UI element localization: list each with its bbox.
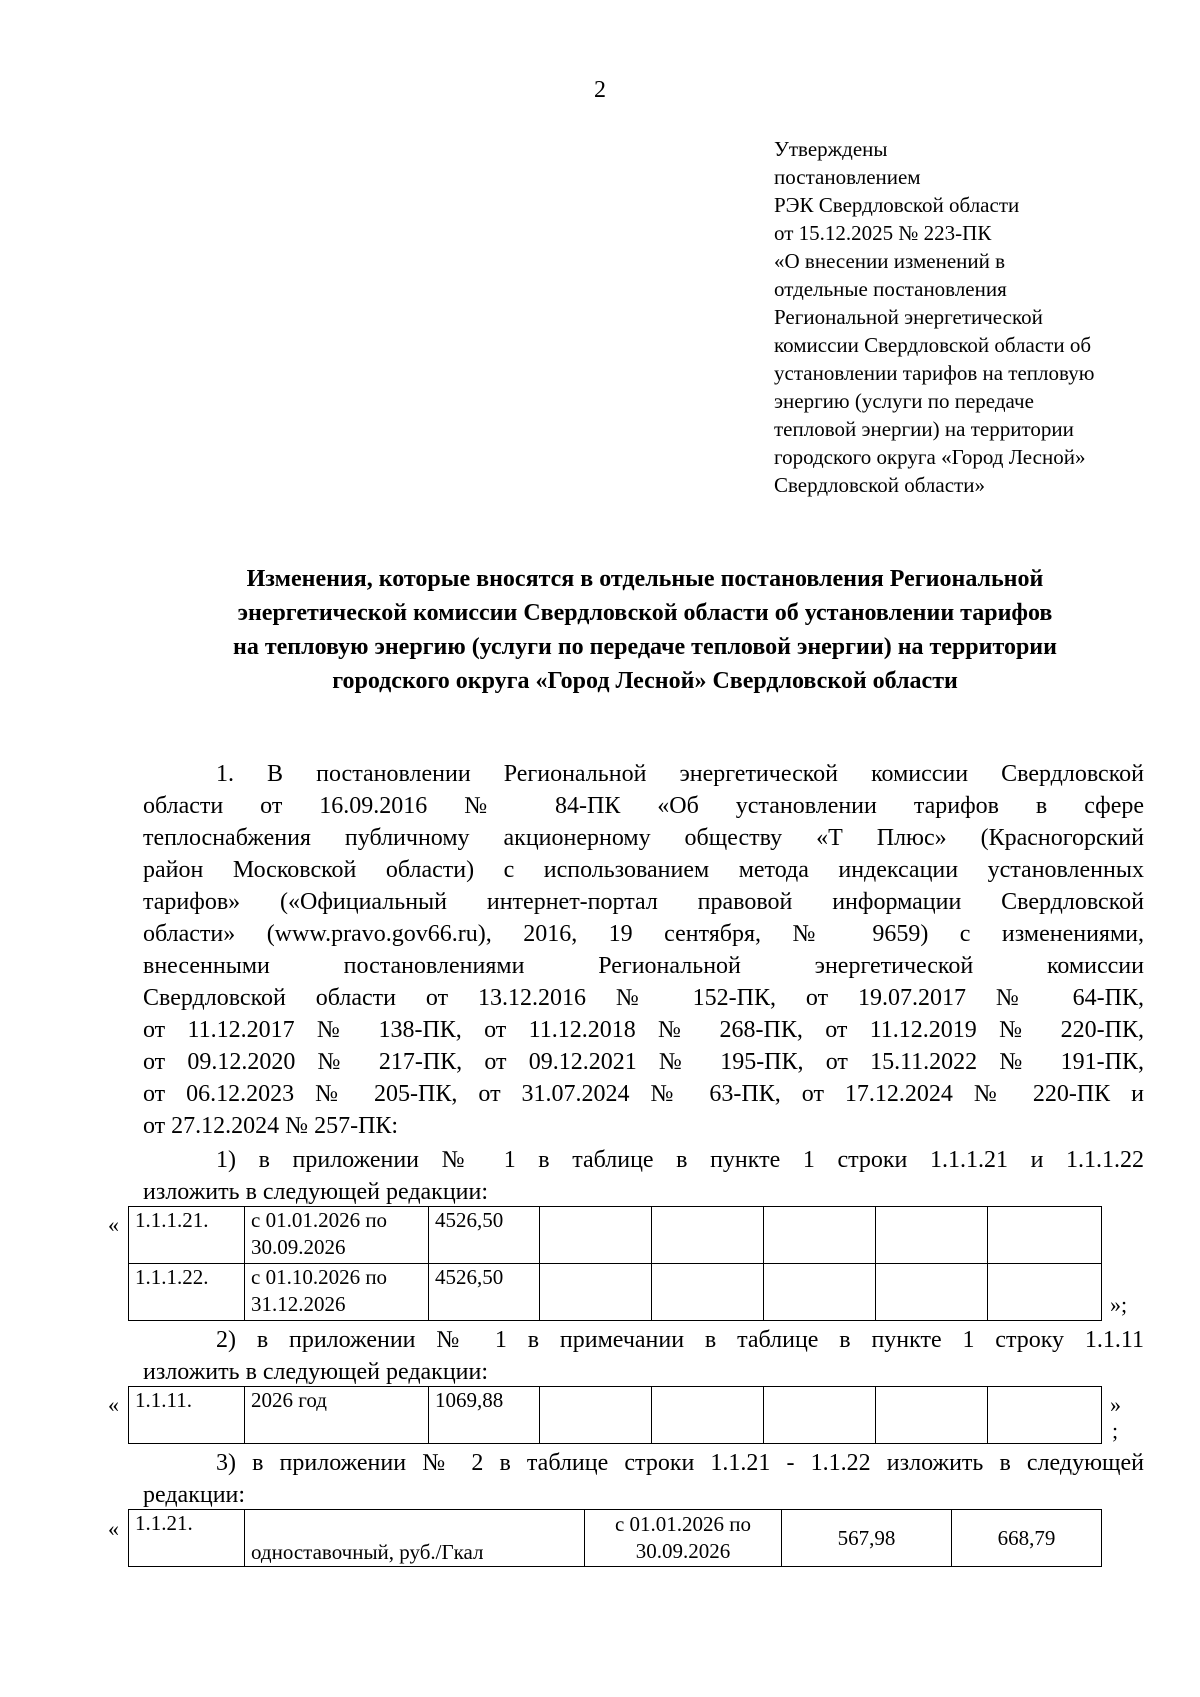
row-period <box>245 1264 429 1321</box>
paragraph-line: от 27.12.2024 № 257-ПК: <box>143 1113 399 1139</box>
row-value: 567,98 <box>782 1510 952 1567</box>
paragraph-line: район Московской области) с использованием метода индексации установленных <box>143 857 1144 883</box>
period-line: 31.12.2026 <box>251 1292 346 1316</box>
empty-cell <box>988 1387 1102 1444</box>
paragraph-line: области от 16.09.2016 № 84-ПК «Об установлении тарифов в сфере <box>143 793 1144 819</box>
table-row <box>129 1387 1102 1444</box>
paragraph-line: от 09.12.2020 № 217-ПК, от 09.12.2021 № 195-ПК, от 15.11.2022 № 191-ПК, <box>143 1049 1144 1075</box>
paragraph-line: области» (www.pravo.gov66.ru), 2016, 19 сентября, № 9659) с изменениями, <box>143 921 1144 947</box>
title-line: на тепловую энергию (услуги по передаче тепловой энергии) на территории <box>233 634 1057 660</box>
paragraph-line: от 11.12.2017 № 138-ПК, от 11.12.2018 № 268-ПК, от 11.12.2019 № 220-ПК, <box>143 1017 1144 1043</box>
item-line: редакции: <box>143 1482 246 1508</box>
row-value: 1069,88 <box>429 1387 540 1444</box>
approval-line: Региональной энергетической <box>774 305 1043 329</box>
paragraph-1 <box>143 758 1144 1142</box>
open-quote: « <box>108 1392 119 1417</box>
empty-cell <box>876 1387 988 1444</box>
paragraph-line: внесенными постановлениями Региональной энергетической комиссии <box>143 953 1144 979</box>
period-line: с 01.10.2026 по <box>251 1265 388 1289</box>
approval-line: комиссии Свердловской области об <box>774 333 1092 357</box>
empty-cell <box>540 1264 652 1321</box>
period-line: 30.09.2026 <box>635 1539 731 1563</box>
empty-cell <box>988 1207 1102 1264</box>
paragraph-line: тарифов» («Официальный интернет-портал правовой информации Свердловской <box>143 889 1144 915</box>
paragraph-line: теплоснабжения публичному акционерному обществу «Т Плюс» (Красногорский <box>143 825 1144 851</box>
table-row <box>129 1510 1102 1567</box>
document-title <box>130 562 1160 698</box>
approval-line: постановлением <box>774 165 921 189</box>
approval-line: Свердловской области» <box>774 473 985 497</box>
row-value: 4526,50 <box>429 1264 540 1321</box>
paragraph-line: 1. В постановлении Региональной энергетической комиссии Свердловской <box>216 761 1144 787</box>
table-row <box>129 1207 1102 1264</box>
approval-line: Утверждены <box>774 137 888 161</box>
approval-line: отдельные постановления <box>774 277 1007 301</box>
empty-cell <box>652 1207 764 1264</box>
item-line: 3) в приложении № 2 в таблице строки 1.1.21 - 1.1.22 изложить в следующей <box>216 1450 1144 1476</box>
empty-cell <box>652 1264 764 1321</box>
close-quote: » <box>1110 1392 1121 1417</box>
approval-line: установлении тарифов на тепловую <box>774 361 1095 385</box>
item-1-text <box>143 1144 1144 1208</box>
row-code: 1.1.11. <box>129 1387 245 1444</box>
empty-cell <box>540 1387 652 1444</box>
title-line: Изменения, которые вносятся в отдельные постановления Региональной <box>246 566 1044 592</box>
row-value: 668,79 <box>952 1510 1102 1567</box>
approval-line: РЭК Свердловской области <box>774 193 1020 217</box>
empty-cell <box>652 1387 764 1444</box>
paragraph-line: от 06.12.2023 № 205-ПК, от 31.07.2024 № 63-ПК, от 17.12.2024 № 220-ПК и <box>143 1081 1144 1107</box>
period-line: с 01.01.2026 по <box>614 1512 752 1536</box>
empty-cell <box>764 1207 876 1264</box>
approval-line: от 15.12.2025 № 223-ПК <box>774 221 992 245</box>
item-2-text <box>143 1324 1144 1388</box>
row-period <box>585 1510 782 1567</box>
empty-cell <box>876 1264 988 1321</box>
close-quote-semicolon: ; <box>1112 1418 1119 1443</box>
approval-line: энергию (услуги по передаче <box>774 389 1034 413</box>
paragraph-line: Свердловской области от 13.12.2016 № 152-ПК, от 19.07.2017 № 64-ПК, <box>143 985 1144 1011</box>
item-line: 2) в приложении № 1 в примечании в таблице в пункте 1 строку 1.1.11 <box>216 1327 1144 1353</box>
item-line: изложить в следующей редакции: <box>143 1179 489 1205</box>
tariff-table-2 <box>128 1386 1102 1444</box>
title-line: городского округа «Город Лесной» Свердловской области <box>332 668 958 694</box>
approval-line: «О внесении изменений в <box>774 249 1006 273</box>
row-rate-type: одноставочный, руб./Гкал <box>245 1510 585 1567</box>
row-period <box>245 1207 429 1264</box>
empty-cell <box>540 1207 652 1264</box>
page-number: 2 <box>594 77 606 103</box>
table-row <box>129 1264 1102 1321</box>
row-code: 1.1.21. <box>129 1510 245 1567</box>
approval-line: тепловой энергии) на территории <box>774 417 1074 441</box>
row-value: 4526,50 <box>429 1207 540 1264</box>
approval-line: городского округа «Город Лесной» <box>774 445 1086 469</box>
empty-cell <box>988 1264 1102 1321</box>
tariff-table-3 <box>128 1509 1102 1567</box>
tariff-table-1 <box>128 1206 1102 1321</box>
title-line: энергетической комиссии Свердловской области об установлении тарифов <box>237 600 1053 626</box>
item-line: изложить в следующей редакции: <box>143 1359 489 1385</box>
item-3-text <box>143 1447 1144 1511</box>
period-line: с 01.01.2026 по <box>251 1208 388 1232</box>
close-quote: »; <box>1110 1292 1128 1317</box>
period-line: 30.09.2026 <box>251 1235 346 1259</box>
row-code: 1.1.1.22. <box>129 1264 245 1321</box>
empty-cell <box>764 1264 876 1321</box>
empty-cell <box>764 1387 876 1444</box>
open-quote: « <box>108 1212 119 1237</box>
row-period: 2026 год <box>245 1387 429 1444</box>
row-code: 1.1.1.21. <box>129 1207 245 1264</box>
empty-cell <box>876 1207 988 1264</box>
open-quote: « <box>108 1516 119 1541</box>
approval-block <box>774 135 1174 499</box>
item-line: 1) в приложении № 1 в таблице в пункте 1 строки 1.1.1.21 и 1.1.1.22 <box>216 1147 1144 1173</box>
